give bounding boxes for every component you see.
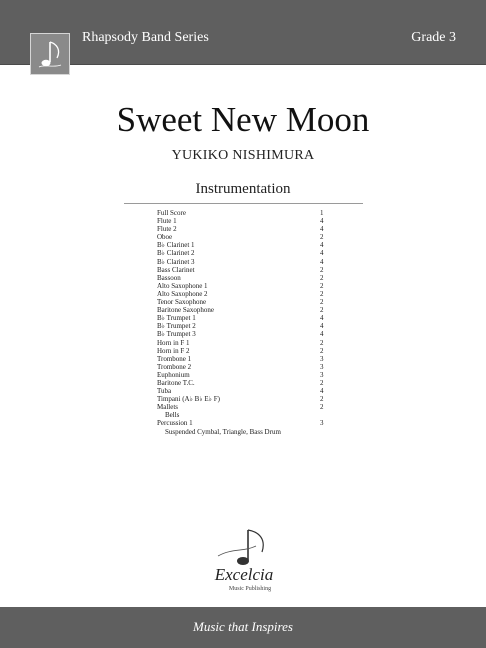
- footer-bar: [0, 607, 486, 648]
- instrument-name: Horn in F 1: [157, 338, 190, 347]
- instrument-quantity: 2: [320, 233, 324, 242]
- instrument-quantity: 4: [320, 249, 324, 258]
- instrument-name: Baritone Saxophone: [157, 306, 214, 315]
- instrument-row: [157, 266, 337, 274]
- instrument-quantity: 2: [320, 289, 324, 298]
- instrument-row: [157, 314, 337, 322]
- instrument-row: [157, 387, 337, 395]
- instrument-quantity: 3: [320, 370, 324, 379]
- instrument-quantity: 1: [320, 209, 324, 217]
- instrument-name: Euphonium: [157, 370, 190, 379]
- instrument-name: Alto Saxophone 1: [157, 281, 208, 290]
- instrument-name: Baritone T.C.: [157, 378, 195, 387]
- instrument-name: B♭ Trumpet 2: [157, 322, 196, 331]
- instrument-row: [157, 419, 337, 427]
- music-note-icon: [31, 34, 69, 74]
- tagline: Music that Inspires: [193, 619, 293, 634]
- instrument-row: [157, 241, 337, 249]
- instrument-name: Alto Saxophone 2: [157, 289, 208, 298]
- instrument-quantity: 2: [320, 378, 324, 387]
- instrument-row: [157, 363, 337, 371]
- instrument-quantity: 3: [320, 419, 324, 428]
- publisher-subtitle: Music Publishing: [228, 586, 272, 592]
- instrument-row: [157, 249, 337, 257]
- instrument-quantity: 4: [320, 322, 324, 331]
- instrument-row: [157, 355, 337, 363]
- instrument-name: Tuba: [157, 387, 172, 396]
- instrument-name: B♭ Clarinet 1: [157, 241, 195, 250]
- instrumentation-list: [157, 209, 337, 436]
- instrument-quantity: 4: [320, 387, 324, 396]
- instrument-row: [157, 290, 337, 298]
- instrument-row: [157, 322, 337, 330]
- instrument-quantity: 2: [320, 281, 324, 290]
- instrument-row: [157, 330, 337, 338]
- instrument-quantity: 2: [320, 346, 324, 355]
- instrument-name: Oboe: [157, 233, 173, 242]
- instrument-quantity: 4: [320, 217, 324, 226]
- instrument-quantity: 4: [320, 314, 324, 323]
- instrument-row: [157, 274, 337, 282]
- instrument-name: Horn in F 2: [157, 346, 190, 355]
- instrument-row: [157, 225, 337, 233]
- publisher-name: Excelcia: [214, 565, 274, 584]
- instrument-row: [157, 403, 337, 411]
- instrument-quantity: 2: [320, 265, 324, 274]
- header-bar: [0, 0, 486, 65]
- heading-divider: [124, 203, 363, 204]
- instrument-row: [157, 217, 337, 225]
- instrument-row: [157, 395, 337, 403]
- instrument-row: [157, 298, 337, 306]
- instrument-name: Bass Clarinet: [157, 265, 195, 274]
- instrument-quantity: 2: [320, 395, 324, 404]
- series-name: Rhapsody Band Series: [82, 30, 209, 45]
- instrument-quantity: 4: [320, 241, 324, 250]
- instrument-row: [157, 411, 337, 419]
- instrument-quantity: 3: [320, 354, 324, 363]
- instrument-row: [157, 371, 337, 379]
- instrument-name: Flute 2: [157, 225, 177, 234]
- instrument-name: Trombone 1: [157, 354, 192, 363]
- instrument-quantity: 2: [320, 403, 324, 412]
- instrument-quantity: 2: [320, 273, 324, 282]
- instrument-name: Timpani (A♭ B♭ E♭ F): [157, 395, 220, 404]
- instrument-row: [157, 347, 337, 355]
- instrument-name: B♭ Trumpet 3: [157, 330, 196, 339]
- instrument-row: [157, 282, 337, 290]
- instrument-row: [157, 306, 337, 314]
- publisher-logo: [204, 526, 284, 596]
- instrument-name: Bassoon: [157, 273, 181, 282]
- instrument-name: Percussion 1: [157, 419, 193, 428]
- instrument-quantity: 2: [320, 306, 324, 315]
- instrument-quantity: 3: [320, 362, 324, 371]
- instrument-row: [157, 339, 337, 347]
- instrument-name: Suspended Cymbal, Triangle, Bass Drum: [165, 427, 281, 436]
- instrument-name: Tenor Saxophone: [157, 298, 207, 307]
- instrument-quantity: 2: [320, 338, 324, 347]
- instrumentation-heading: Instrumentation: [195, 181, 291, 197]
- instrument-name: Mallets: [157, 403, 178, 412]
- grade-label: Grade 3: [411, 30, 456, 45]
- instrument-name: Full Score: [157, 209, 186, 217]
- instrument-quantity: 2: [320, 298, 324, 307]
- instrument-row: [157, 258, 337, 266]
- piece-title: Sweet New Moon: [116, 100, 370, 139]
- series-logo: [30, 33, 70, 75]
- instrument-row: [157, 379, 337, 387]
- instrument-row: [157, 428, 337, 436]
- instrument-name: B♭ Clarinet 2: [157, 249, 195, 258]
- instrument-quantity: 4: [320, 225, 324, 234]
- instrument-row: [157, 233, 337, 241]
- composer-name: YUKIKO NISHIMURA: [171, 148, 315, 163]
- instrument-name: Bells: [165, 411, 180, 420]
- instrument-quantity: 4: [320, 257, 324, 266]
- instrument-name: B♭ Trumpet 1: [157, 314, 196, 323]
- instrument-name: Flute 1: [157, 217, 177, 226]
- instrument-name: Trombone 2: [157, 362, 192, 371]
- instrument-row: [157, 209, 337, 217]
- instrument-quantity: 4: [320, 330, 324, 339]
- instrument-name: B♭ Clarinet 3: [157, 257, 195, 266]
